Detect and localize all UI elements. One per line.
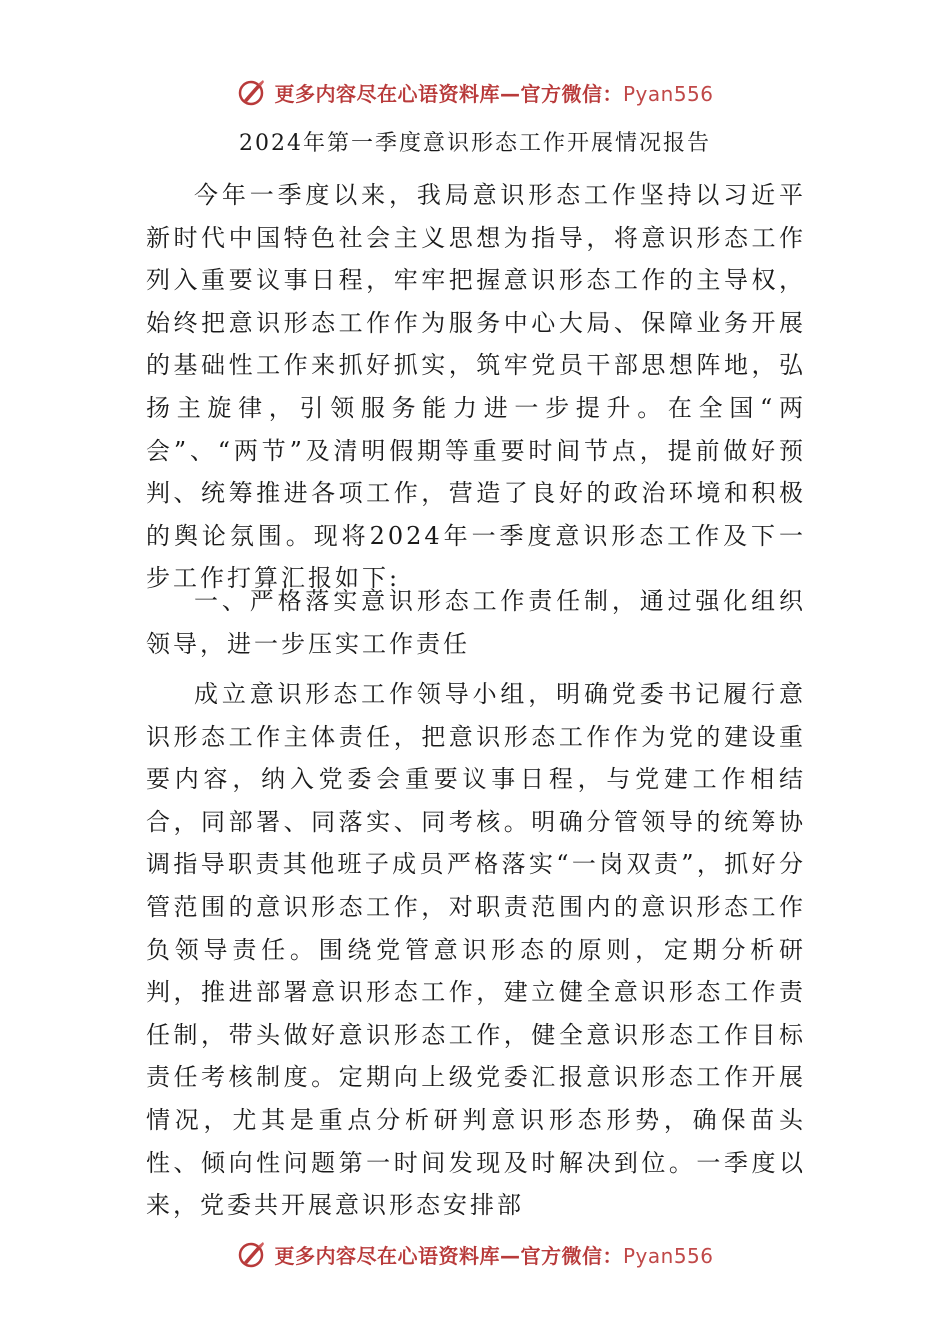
pen-circle-logo-icon [236,1238,268,1270]
watermark-header [0,72,950,112]
watermark-text: 更多内容尽在心语资料库—官方微信：Pyan556 [274,1243,714,1268]
document-title: 2024年第一季度意识形态工作开展情况报告 [239,131,711,156]
pen-circle-logo-icon [236,76,268,108]
paragraph-intro [146,174,806,600]
section-heading [146,580,806,665]
watermark-text: 更多内容尽在心语资料库—官方微信：Pyan556 [274,81,714,106]
section-heading-text: 一、严格落实意识形态工作责任制，通过强化组织领导，进一步压实工作责任 [146,587,806,658]
watermark-footer [0,1234,950,1274]
watermark-wechat-id: Pyan556 [622,1243,714,1268]
paragraph-section-one [146,673,806,1227]
paragraph-text: 今年一季度以来，我局意识形态工作坚持以习近平新时代中国特色社会主义思想为指导，将意识形态工作列入重要议事日程，牢牢把握意识形态工作的主导权，始终把意识形态工作作为服务中心大局、保障业务开展的基础性工作来抓好抓实，筑牢党员干部思想阵地，弘扬主旋律，引领服务能力进一步提升。在全国“两会”、“两节”及清明假期等重要时间节点，提前做好预判、统筹推进各项工作，营造了良好的政治环境和积极的舆论氛围。现将2024年一季度意识形态工作及下一步工作打算汇报如下: [146,181,806,593]
paragraph-text: 成立意识形态工作领导小组，明确党委书记履行意识形态工作主体责任，把意识形态工作作为党的建设重要内容，纳入党委会重要议事日程，与党建工作相结合，同部署、同落实、同考核。明确分管领导的统筹协调指导职责其他班子成员严格落实“一岗双责”，抓好分管范围的意识形态工作，对职责范围内的意识形态工作负领导责任。围绕党管意识形态的原则，定期分析研判，推进部署意识形态工作，建立健全意识形态工作责任制，带头做好意识形态工作，健全意识形态工作目标责任考核制度。定期向上级党委汇报意识形态工作开展情况，尤其是重点分析研判意识形态形势，确保苗头性、倾向性问题第一时间发现及时解决到位。一季度以来，党委共开展意识形态安排部 [146,680,806,1220]
watermark-wechat-id: Pyan556 [622,81,714,106]
